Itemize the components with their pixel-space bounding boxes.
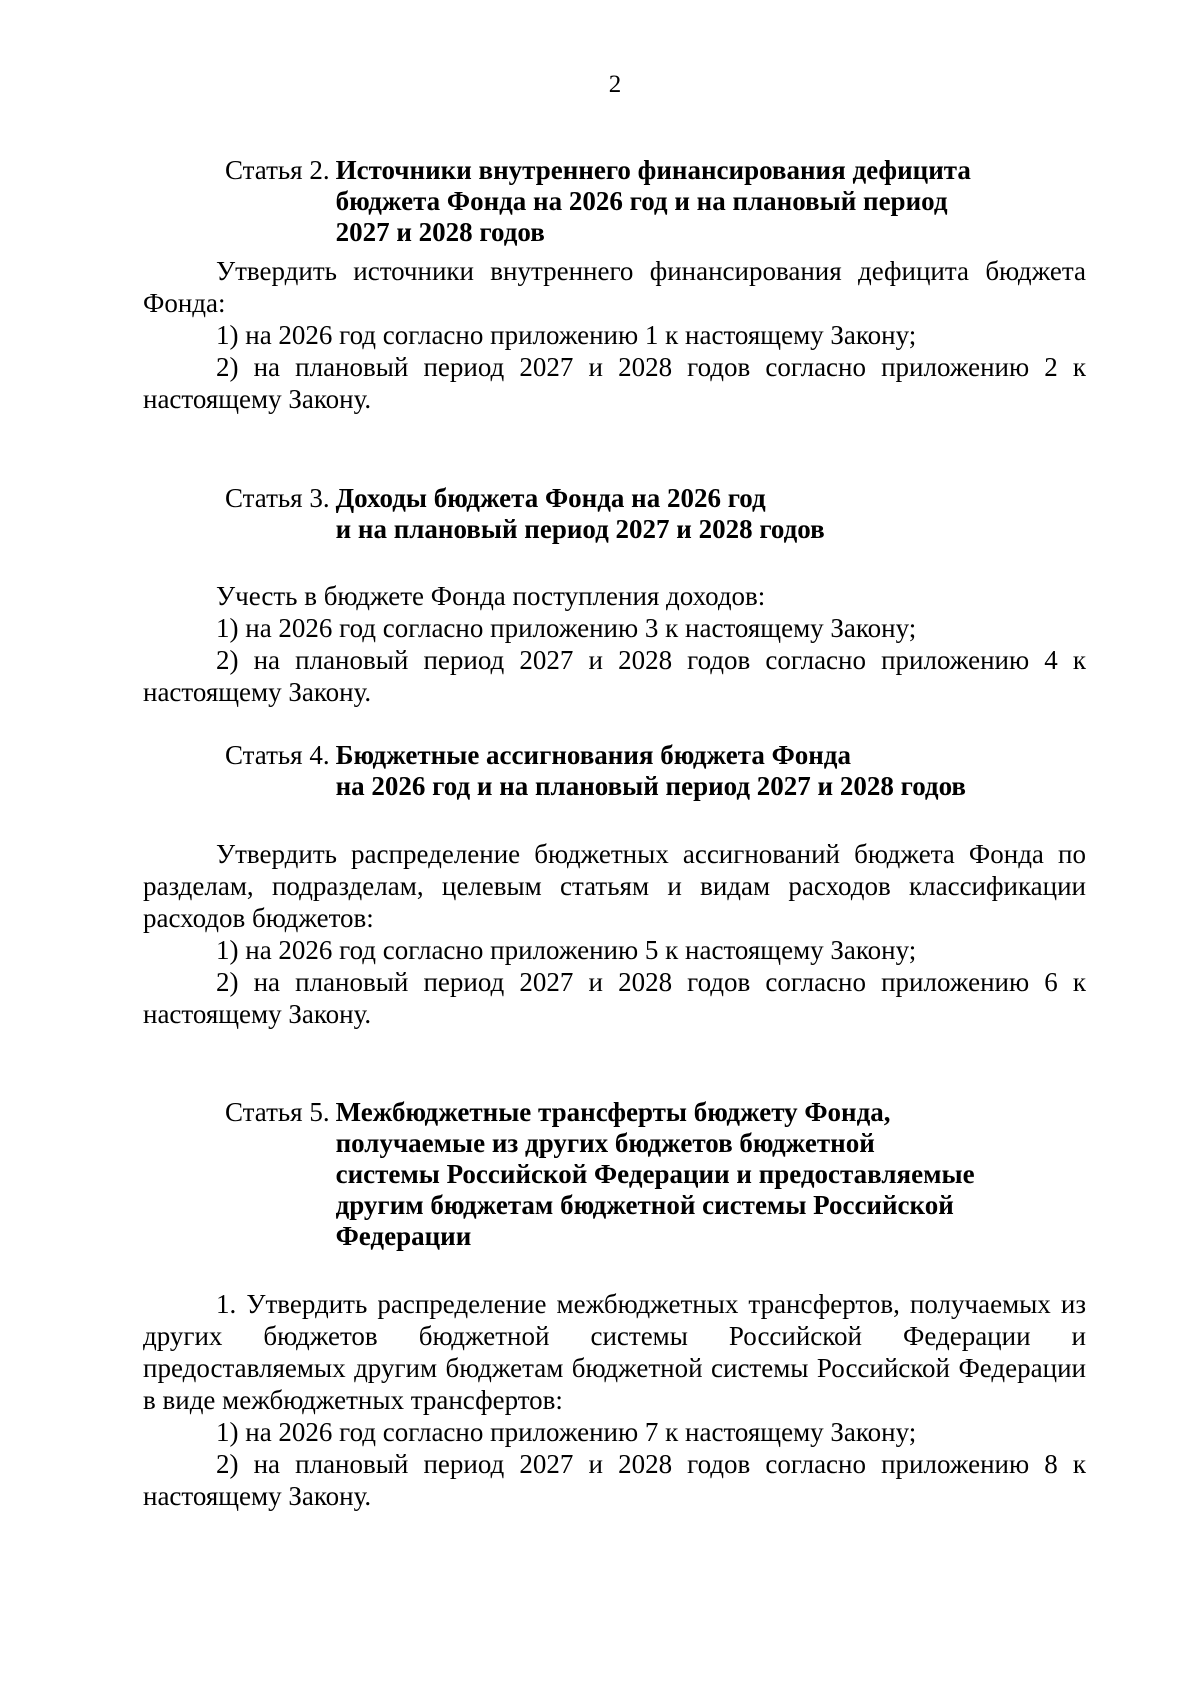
list-item: 2) на плановый период 2027 и 2028 годов согласно приложению 8 к настоящему Закону. [143,1449,1086,1511]
article-5-heading [225,1097,975,1252]
paragraph: Учесть в бюджете Фонда поступления доходов: [216,581,766,611]
article-label: Статья 3. [225,483,330,513]
list-item: 1) на 2026 год согласно приложению 7 к настоящему Закону; [216,1417,917,1447]
article-4-heading [225,740,966,802]
article-3-heading [225,483,825,545]
list-item: 2) на плановый период 2027 и 2028 годов согласно приложению 4 к настоящему Закону. [143,645,1086,707]
list-item: 1) на 2026 год согласно приложению 3 к настоящему Закону; [216,613,917,643]
paragraph: Утвердить источники внутреннего финансирования дефицита бюджета Фонда: [143,256,1086,318]
paragraph: Утвердить распределение бюджетных ассигнований бюджета Фонда по разделам, подразделам, целевым статьям и видам расходов классификации расходов бюджетов: [143,839,1086,933]
article-title: Источники внутреннего финансирования дефицита бюджета Фонда на 2026 год и на плановый период 2027 и 2028 годов [335,155,971,247]
list-item: 2) на плановый период 2027 и 2028 годов согласно приложению 2 к настоящему Закону. [143,352,1086,414]
paragraph: 1. Утвердить распределение межбюджетных трансфертов, получаемых из других бюджетов бюджетной системы Российской Федерации и предоставляемых другим бюджетам бюджетной системы Российской Федерации в виде межбюджетных трансфертов: [143,1289,1086,1415]
list-item: 2) на плановый период 2027 и 2028 годов согласно приложению 6 к настоящему Закону. [143,967,1086,1029]
article-2-heading [225,155,971,248]
list-item: 1) на 2026 год согласно приложению 1 к настоящему Закону; [216,320,917,350]
article-label: Статья 5. [225,1097,330,1127]
article-2-body [143,255,1086,415]
article-title: Доходы бюджета Фонда на 2026 год и на плановый период 2027 и 2028 годов [335,483,825,544]
article-label: Статья 4. [225,740,330,770]
article-title: Бюджетные ассигнования бюджета Фонда на 2026 год и на плановый период 2027 и 2028 годов [335,740,966,801]
list-item: 1) на 2026 год согласно приложению 5 к настоящему Закону; [216,935,917,965]
article-4-body [143,838,1086,1030]
page-number: 2 [608,71,622,98]
article-title: Межбюджетные трансферты бюджету Фонда, получаемые из других бюджетов бюджетной системы Российской Федерации и предоставляемые другим бюджетам бюджетной системы Российской Федерации [335,1097,975,1251]
article-3-body [143,580,1086,708]
article-label: Статья 2. [225,155,330,185]
article-5-body [143,1288,1086,1512]
